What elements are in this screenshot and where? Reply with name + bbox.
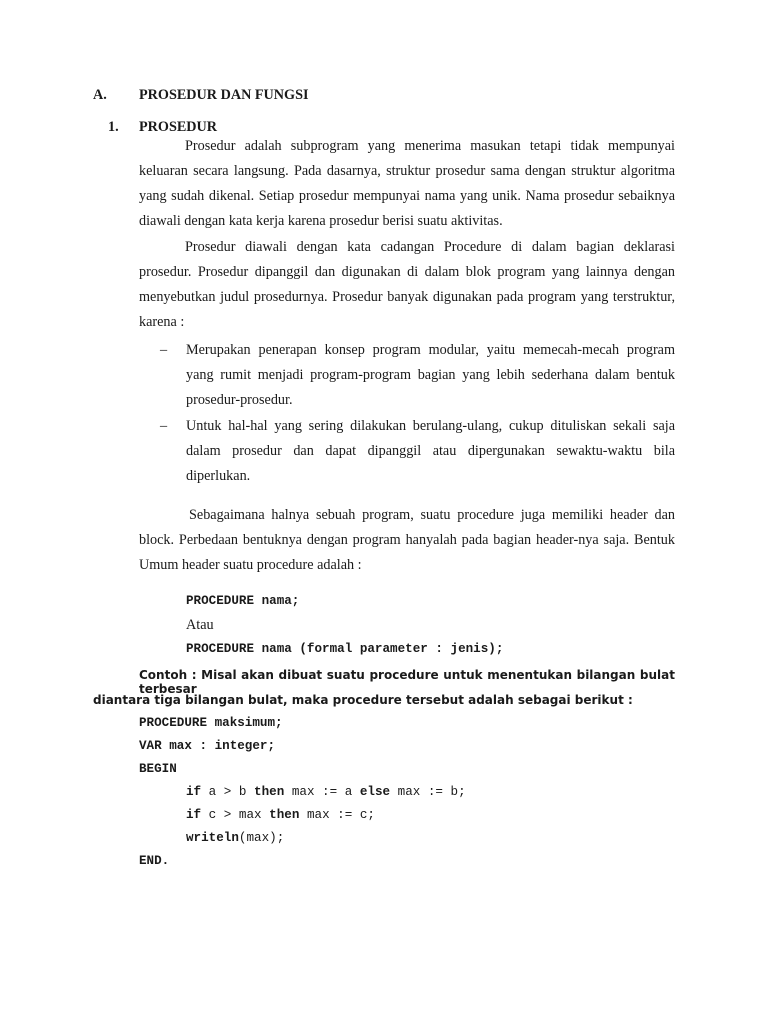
code-text: max := c;: [299, 808, 375, 822]
paragraph-text: Prosedur diawali dengan kata cadangan Procedure di dalam bagian deklarasi prosedur. Prosedur dipanggil dan digunakan di dalam blok program yang lainnya dengan menyebutkan judul prosedurnya. Prosedur banyak digunakan pada program yang terstruktur, karena :: [139, 239, 675, 330]
code-line-writeln: [186, 831, 284, 845]
bullet-list: [160, 338, 675, 490]
code-keyword: writeln: [186, 831, 239, 845]
code-line-procedure: PROCEDURE maksimum;: [139, 716, 283, 730]
bullet-text: Untuk hal-hal yang sering dilakukan berulang-ulang, cukup dituliskan sekali saja dalam prosedur dan dapat dipanggil atau dipergunakan sewaktu-waktu bila diperlukan.: [186, 418, 675, 484]
code-line-begin: BEGIN: [139, 762, 177, 776]
code-keyword: else: [359, 785, 391, 799]
section-title: PROSEDUR DAN FUNGSI: [139, 87, 309, 103]
list-item: [160, 414, 675, 489]
code-keyword: if: [186, 785, 202, 799]
code-line-if-2: [186, 808, 375, 822]
code-text: c > max: [201, 808, 270, 822]
paragraph-definition: [139, 134, 675, 234]
code-keyword: if: [186, 808, 202, 822]
paragraph-text: Sebagaimana halnya sebuah program, suatu procedure juga memiliki header dan block. Perbedaan bentuknya dengan program hanyalah pada bagian header-nya saja. Bentuk Umum header suatu procedure adalah :: [139, 507, 675, 573]
example-line-2: diantara tiga bilangan bulat, maka procedure tersebut adalah sebagai berikut :: [93, 693, 633, 707]
code-line-var: VAR max : integer;: [139, 739, 276, 753]
example-line-1: Contoh : Misal akan dibuat suatu procedure untuk menentukan bilangan bulat terbesar: [139, 668, 675, 696]
subsection-title: PROSEDUR: [139, 119, 218, 135]
paragraph-declaration: [139, 235, 675, 335]
bullet-dash: –: [160, 418, 168, 434]
bullet-dash: –: [160, 342, 168, 358]
code-text: a > b: [201, 785, 255, 799]
code-keyword: then: [269, 808, 300, 822]
paragraph-text: Prosedur adalah subprogram yang menerima masukan tetapi tidak mempunyai keluaran secara langsung. Pada dasarnya, struktur prosedur sama dengan struktur algoritma yang sudah dikenal. Setiap prosedur mempunyai nama yang unik. Nama prosedur sebaiknya diawali dengan kata kerja karena prosedur berisi suatu aktivitas.: [139, 138, 675, 229]
list-item: [160, 338, 675, 413]
code-text: max := a: [284, 785, 360, 799]
syntax-or: Atau: [186, 617, 214, 633]
code-line-if-1: [186, 785, 466, 799]
syntax-line-1: PROCEDURE nama;: [186, 594, 300, 608]
bullet-text: Merupakan penerapan konsep program modular, yaitu memecah-mecah program yang rumit menjadi program-program bagian yang lebih sederhana dalam bentuk prosedur-prosedur.: [186, 342, 675, 408]
code-text: max := b;: [390, 785, 466, 799]
code-keyword: then: [254, 785, 285, 799]
code-text: (max);: [238, 831, 285, 845]
code-line-end: END.: [139, 854, 170, 868]
syntax-line-2: PROCEDURE nama (formal parameter : jenis);: [186, 642, 504, 656]
section-letter: A.: [93, 87, 107, 103]
subsection-number: 1.: [108, 119, 119, 135]
paragraph-header: [139, 503, 675, 578]
